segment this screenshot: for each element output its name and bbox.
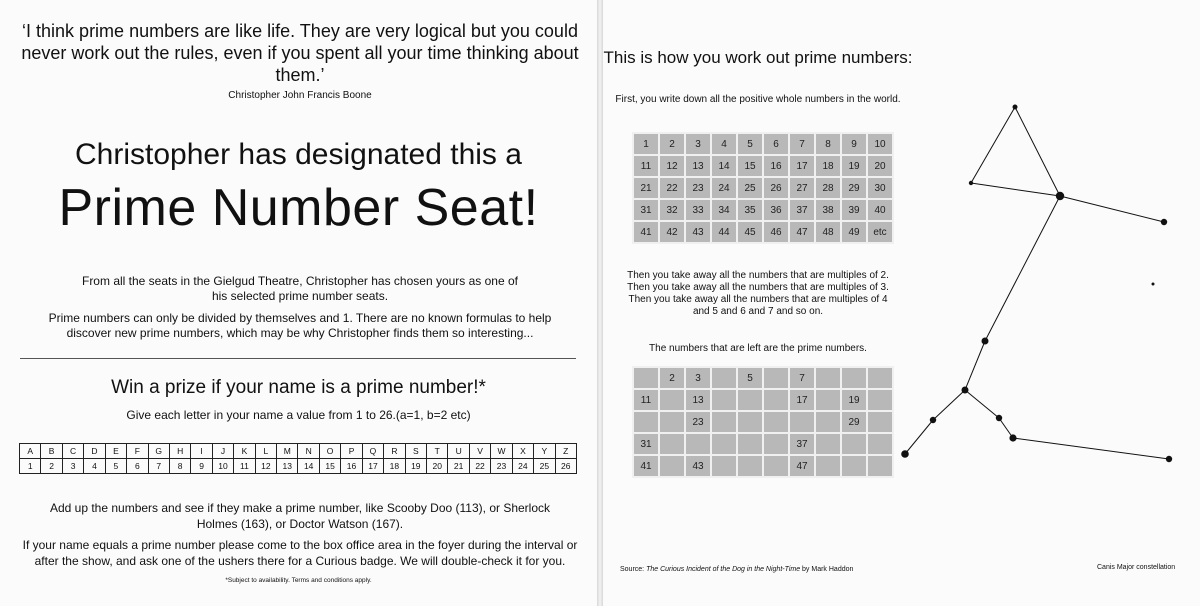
star — [962, 387, 969, 394]
star — [1166, 456, 1172, 462]
number-cell: 2 — [659, 133, 685, 155]
letter-cell: L — [255, 444, 276, 459]
value-cell: 23 — [491, 459, 512, 474]
star — [930, 417, 936, 423]
number-cell: 39 — [841, 199, 867, 221]
letter-cell: V — [469, 444, 490, 459]
number-cell: 44 — [711, 221, 737, 243]
value-cell: 8 — [169, 459, 190, 474]
number-cell: 26 — [763, 177, 789, 199]
letter-row — [20, 444, 577, 459]
letter-cell: Y — [534, 444, 555, 459]
number-cell: 3 — [685, 133, 711, 155]
letter-cell: O — [319, 444, 340, 459]
number-cell: 17 — [789, 155, 815, 177]
constellation-line — [965, 390, 999, 418]
constellation-caption: Canis Major constellation — [1097, 564, 1176, 571]
letter-cell: D — [84, 444, 105, 459]
letter-cell: U — [448, 444, 469, 459]
value-cell: 9 — [191, 459, 212, 474]
value-cell: 22 — [469, 459, 490, 474]
value-cell: 2 — [41, 459, 62, 474]
number-cell: 46 — [763, 221, 789, 243]
number-cell: 27 — [789, 177, 815, 199]
letter-cell: B — [41, 444, 62, 459]
win-subtitle: Give each letter in your name a value from 1 to 26.(a=1, b=2 etc) — [126, 408, 471, 422]
value-cell: 3 — [62, 459, 83, 474]
letter-cell: A — [20, 444, 41, 459]
number-cell: 16 — [763, 155, 789, 177]
star — [901, 450, 909, 458]
number-cell: etc — [867, 221, 893, 243]
number-cell: 15 — [737, 155, 763, 177]
number-cell: 19 — [841, 389, 867, 411]
right-page — [603, 0, 1200, 606]
alphabet-value-table — [19, 443, 577, 474]
number-cell: 13 — [685, 389, 711, 411]
value-cell: 15 — [319, 459, 340, 474]
star — [1009, 434, 1016, 441]
number-cell: 24 — [711, 177, 737, 199]
number-cell: 29 — [841, 177, 867, 199]
value-cell: 20 — [427, 459, 448, 474]
value-cell: 21 — [448, 459, 469, 474]
right-title: This is how you work out prime numbers: — [603, 48, 913, 67]
star — [1056, 192, 1064, 200]
constellation-line — [933, 390, 965, 420]
number-cell: 9 — [841, 133, 867, 155]
number-cell: 17 — [789, 389, 815, 411]
star — [1161, 219, 1167, 225]
number-cell: 29 — [841, 411, 867, 433]
source-label: Source: — [620, 566, 647, 573]
number-cell: 18 — [815, 155, 841, 177]
letter-cell: M — [277, 444, 298, 459]
footnote: *Subject to availability. Terms and conditions apply. — [225, 577, 372, 584]
letter-cell: I — [191, 444, 212, 459]
constellation-line — [1013, 438, 1169, 459]
value-cell: 7 — [148, 459, 169, 474]
number-cell: 47 — [789, 455, 815, 477]
number-cell: 30 — [867, 177, 893, 199]
star — [1152, 283, 1155, 286]
number-cell: 45 — [737, 221, 763, 243]
value-cell: 24 — [512, 459, 533, 474]
number-cell: 3 — [685, 367, 711, 389]
letter-cell: K — [234, 444, 255, 459]
constellation-line — [1015, 107, 1060, 196]
primes-left-text: The numbers that are left are the prime numbers. — [649, 343, 867, 354]
letter-cell: J — [212, 444, 233, 459]
number-cell: 10 — [867, 133, 893, 155]
heading-line2: Prime Number Seat! — [58, 179, 539, 237]
number-cell: 1 — [633, 133, 659, 155]
number-cell: 5 — [737, 133, 763, 155]
letter-cell: R — [384, 444, 405, 459]
constellation-line — [985, 196, 1060, 341]
number-cell: 23 — [685, 411, 711, 433]
value-cell: 25 — [534, 459, 555, 474]
number-cell: 13 — [685, 155, 711, 177]
number-cell: 43 — [685, 455, 711, 477]
letter-cell: S — [405, 444, 426, 459]
constellation-line — [999, 418, 1013, 438]
value-cell: 13 — [277, 459, 298, 474]
number-cell: 6 — [763, 133, 789, 155]
prize-instructions: If your name equals a prime number please come to the box office area in the foyer during the interval or after the show, and ask one of the ushers there for a Curious badge. We will double-check it for you. — [22, 538, 578, 568]
number-cell: 33 — [685, 199, 711, 221]
constellation-line — [971, 183, 1060, 196]
number-cell: 37 — [789, 433, 815, 455]
number-cell: 36 — [763, 199, 789, 221]
number-cell: 38 — [815, 199, 841, 221]
number-cell: 2 — [659, 367, 685, 389]
win-title: Win a prize if your name is a prime number!* — [111, 377, 486, 398]
source-author: by Mark Haddon — [800, 566, 854, 573]
number-cell: 43 — [685, 221, 711, 243]
number-cell: 31 — [633, 433, 659, 455]
letter-cell: C — [62, 444, 83, 459]
star — [969, 181, 973, 185]
value-cell: 17 — [362, 459, 383, 474]
number-cell: 21 — [633, 177, 659, 199]
value-cell: 12 — [255, 459, 276, 474]
letter-cell: Z — [555, 444, 576, 459]
number-cell: 25 — [737, 177, 763, 199]
number-cell: 28 — [815, 177, 841, 199]
number-cell: 14 — [711, 155, 737, 177]
number-cell: 7 — [789, 133, 815, 155]
letter-cell: T — [427, 444, 448, 459]
letter-cell: X — [512, 444, 533, 459]
number-cell: 11 — [633, 155, 659, 177]
number-cell: 22 — [659, 177, 685, 199]
constellation-line — [971, 107, 1015, 183]
number-cell: 42 — [659, 221, 685, 243]
add-up-paragraph: Add up the numbers and see if they make a prime number, like Scooby Doo (113), or Sherlock Holmes (163), or Doctor Watson (167). — [49, 501, 551, 531]
letter-cell: E — [105, 444, 126, 459]
letter-cell: W — [491, 444, 512, 459]
number-cell: 41 — [633, 221, 659, 243]
value-cell: 6 — [127, 459, 148, 474]
number-cell: 49 — [841, 221, 867, 243]
number-cell: 47 — [789, 221, 815, 243]
left-page — [0, 0, 597, 606]
value-cell: 16 — [341, 459, 362, 474]
number-cell: 35 — [737, 199, 763, 221]
prime-definition-paragraph: Prime numbers can only be divided by themselves and 1. There are no known formulas to help discover new prime numbers, which may be why Christopher finds them so interesting... — [48, 311, 552, 340]
number-cell: 11 — [633, 389, 659, 411]
value-cell: 18 — [384, 459, 405, 474]
number-cell: 4 — [711, 133, 737, 155]
number-cell: 32 — [659, 199, 685, 221]
letter-cell: G — [148, 444, 169, 459]
star — [1013, 105, 1018, 110]
number-cell: 20 — [867, 155, 893, 177]
number-cell: 23 — [685, 177, 711, 199]
number-cell: 31 — [633, 199, 659, 221]
divider — [20, 358, 576, 359]
value-cell: 19 — [405, 459, 426, 474]
seat-paragraph: From all the seats in the Gielgud Theatre, Christopher has chosen yours as one of his selected prime number seats. — [81, 274, 518, 303]
quote: ‘I think prime numbers are like life. They are very logical but you could never work out the rules, even if you spent all your time thinking about them.’ — [21, 21, 579, 85]
value-cell: 14 — [298, 459, 319, 474]
number-cell: 40 — [867, 199, 893, 221]
number-cell: 19 — [841, 155, 867, 177]
letter-cell: F — [127, 444, 148, 459]
number-cell: 41 — [633, 455, 659, 477]
constellation-line — [905, 420, 933, 454]
number-cell: 7 — [789, 367, 815, 389]
letter-cell: H — [169, 444, 190, 459]
value-cell: 10 — [212, 459, 233, 474]
star — [982, 338, 989, 345]
number-cell: 48 — [815, 221, 841, 243]
heading-line1: Christopher has designated this a — [75, 138, 522, 171]
value-row — [20, 459, 577, 474]
number-cell: 5 — [737, 367, 763, 389]
value-cell: 4 — [84, 459, 105, 474]
number-cell: 8 — [815, 133, 841, 155]
number-cell: 34 — [711, 199, 737, 221]
canis-major-constellation — [603, 0, 1200, 606]
value-cell: 5 — [105, 459, 126, 474]
star — [996, 415, 1002, 421]
source-title: The Curious Incident of the Dog in the Night-Time — [646, 566, 801, 573]
value-cell: 11 — [234, 459, 255, 474]
value-cell: 1 — [20, 459, 41, 474]
quote-author: Christopher John Francis Boone — [228, 90, 372, 101]
right-subtitle: First, you write down all the positive whole numbers in the world. — [615, 94, 901, 105]
number-cell: 37 — [789, 199, 815, 221]
letter-cell: N — [298, 444, 319, 459]
constellation-line — [1060, 196, 1164, 222]
number-cell: 12 — [659, 155, 685, 177]
constellation-line — [965, 341, 985, 390]
letter-cell: P — [341, 444, 362, 459]
letter-cell: Q — [362, 444, 383, 459]
sieve-paragraph: Then you take away all the numbers that are multiples of 2. Then you take away all the numbers that are multiples of 3. Then you take away all the numbers that are multiples of 4 and 5 and 6 and 7 and so on. — [627, 270, 889, 317]
value-cell: 26 — [555, 459, 576, 474]
